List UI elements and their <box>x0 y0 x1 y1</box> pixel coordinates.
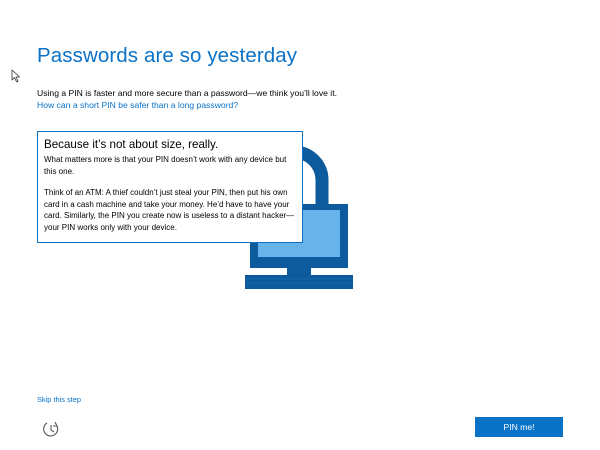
popup-title: Because it’s not about size, really. <box>44 138 219 151</box>
skip-step-link[interactable]: Skip this step <box>37 395 81 404</box>
ease-of-access-icon[interactable] <box>41 418 61 438</box>
page-title: Passwords are so yesterday <box>37 44 298 67</box>
popup-paragraph-1: What matters more is that your PIN doesn’t work with any device but this one. <box>44 155 287 176</box>
popup-paragraph-2: Think of an ATM: A thief couldn’t just steal your PIN, then put his own card in a cash machine and take your money. He’d have to have your card. Similarly, the PIN you create now is useless to a distant hacker—your PIN works only with your device. <box>44 188 295 232</box>
pin-explanation-popup <box>37 131 303 243</box>
page-subtitle: Using a PIN is faster and more secure than a password—we think you’ll love it. <box>37 88 337 98</box>
learn-more-link[interactable]: How can a short PIN be safer than a long password? <box>37 100 239 110</box>
pin-me-button[interactable]: PIN me! <box>475 417 563 437</box>
mouse-cursor-icon <box>11 69 21 83</box>
